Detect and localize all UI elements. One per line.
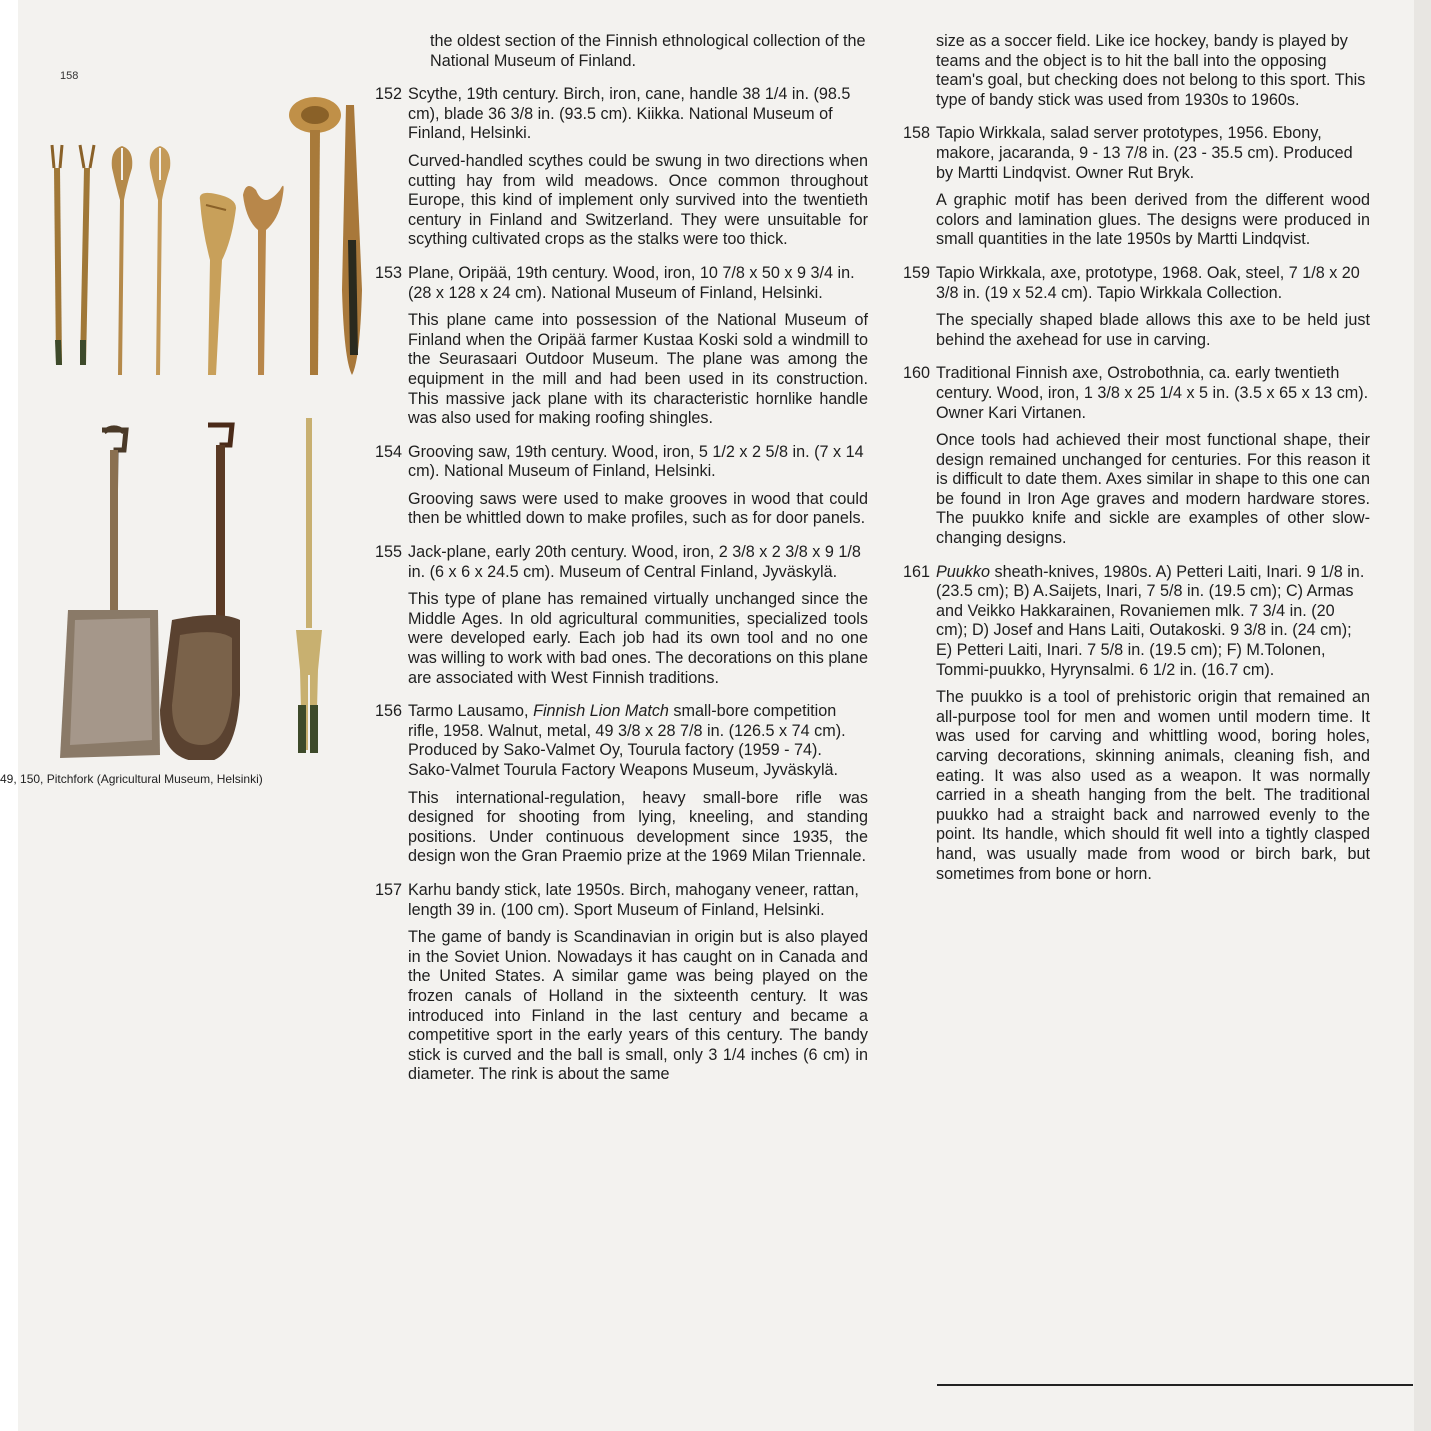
spades-and-pitchfork-image: [60, 418, 322, 760]
italic-title: Puukko: [936, 562, 990, 581]
entry-number: 161: [902, 562, 930, 581]
entry-heading: [354, 702, 868, 780]
entry-heading: Traditional Finnish axe, Ostrobothnia, ca. early twentieth century. Wood, iron, 1 3/8 x 25 1/4 x 5 in. (3.5 x 65 x 13 cm). Owner Kari Virtanen.: [936, 364, 1369, 422]
catalog-entry-161: [900, 563, 1370, 885]
entry-number: 152: [374, 85, 402, 104]
entry-description: The game of bandy is Scandinavian in origin but is also played in the Soviet Union. Nowadays it has caught on in Canada and the United States. A similar game was being played on the frozen canals of Holland in the sixteenth century. It was introduced into Finland in the last century and became a competitive sport in the early years of this century. The bandy stick is curved and the ball is small, only 3 1/4 inches (6 cm) in diameter. The rink is about the same: [408, 928, 868, 1084]
text-column-left: [354, 32, 868, 1099]
entry-number: 157: [374, 880, 402, 899]
tools-illustration: [40, 90, 385, 760]
entry-heading: Grooving saw, 19th century. Wood, iron, 5 1/2 x 2 5/8 in. (7 x 14 cm). National Museum of Finland, Helsinki.: [408, 442, 864, 481]
entry-description: Curved-handled scythes could be swung in two directions when cutting hay from wild meadows. Once common throughout Europe, this kind of implement only survived into the twentieth century in Finland and Switzerland. They were unsuitable for scything cultivated crops as the stalks were too thick.: [408, 151, 868, 249]
catalog-entry-152: [354, 85, 868, 250]
entry-description: A graphic motif has been derived from the different wood colors and lamination glues. The designs were produced in small quantities in the late 1950s by Martti Lindqvist.: [936, 191, 1370, 249]
entry-number: 153: [374, 263, 402, 282]
entry-description: Once tools had achieved their most functional shape, their design remained unchanged for centuries. For this reason it is difficult to date them. Axes similar in shape to this one can be found in Iron Age graves and modern hardware stores. The puukko knife and sickle are examples of other slow-changing designs.: [936, 431, 1370, 548]
entry-number: 158: [902, 124, 930, 143]
entry-number: 154: [374, 442, 402, 461]
catalog-entry-159: [900, 264, 1370, 350]
catalog-entry-157: [354, 881, 868, 1085]
catalog-entry-156: [354, 702, 868, 867]
text-column-right: [900, 32, 1370, 898]
entry-description: Grooving saws were used to make grooves in wood that could then be whittled down to make profiles, such as for door panels.: [408, 489, 868, 528]
entry-number: 159: [902, 263, 930, 282]
entry-description: This plane came into possession of the National Museum of Finland when the Oripää farmer Kustaa Koski sold a windmill to the Seurasaari Outdoor Museum. The plane was among the equipment in the mill and had been used in its construction. This massive jack plane with its characteristic hornlike handle was also used for making roofing shingles.: [408, 311, 868, 428]
entry-heading: Tapio Wirkkala, salad server prototypes, 1956. Ebony, makore, jacaranda, 9 - 13 7/8 in. (23 - 35.5 cm). Produced by Martti Lindqvist. Owner Rut Bryk.: [936, 124, 1353, 182]
heading-text: small-bore competition rifle, 1958. Walnut, metal, 49 3/8 x 28 7/8 in. (126.5 x 74 cm). Produced by Sako-Valmet Oy, Tourula factory (1959 - 74). Sako-Valmet Tourula Factory Weapons Museum, Jyväskylä.: [408, 702, 846, 779]
page-number: 158: [60, 70, 79, 82]
heading-text: Tarmo Lausamo,: [408, 702, 534, 721]
entry-heading: Scythe, 19th century. Birch, iron, cane, handle 38 1/4 in. (98.5 cm), blade 36 3/8 in. (93.5 cm). Kiikka. National Museum of Finland, Helsinki.: [408, 85, 851, 143]
heading-text: sheath-knives, 1980s. A) Petteri Laiti, Inari. 9 1/8 in. (23.5 cm); B) A.Saijets, Inari, 7 5/8 in. (19.5 cm); C) Armas and Veikko Hakkarainen, Rovaniemen mlk. 7 3/4 in. (20 cm); D) Josef and Hans Laiti, Outakoski. 9 3/8 in. (24 cm); E) Petteri Laiti, Inari. 7 5/8 in. (19.5 cm); F) M.Tolonen, Tommi-puukko, Hyrynsalmi. 6 1/2 in. (16.7 cm).: [936, 562, 1365, 679]
catalog-entry-153: [354, 264, 868, 429]
entry-number: 155: [374, 543, 402, 562]
entry-number: 160: [902, 364, 930, 383]
footer-rule: [937, 1384, 1413, 1386]
page-edge: [1414, 0, 1431, 1431]
catalog-entry-158: [900, 124, 1370, 250]
catalog-entry-160: [900, 364, 1370, 548]
figure-caption: 49, 150, Pitchfork (Agricultural Museum, Helsinki): [0, 772, 263, 786]
continued-paragraph: the oldest section of the Finnish ethnological collection of the National Museum of Finland.: [430, 32, 866, 70]
salad-servers-image: [52, 97, 362, 375]
entry-heading: Tapio Wirkkala, axe, prototype, 1968. Oak, steel, 7 1/8 x 20 3/8 in. (19 x 52.4 cm). Tapio Wirkkala Collection.: [936, 263, 1360, 302]
entry-description: This type of plane has remained virtually unchanged since the Middle Ages. In old agricultural communities, specialized tools were developed early. Each job had its own tool and no one was willing to work with bad ones. The decorations on this plane are associated with West Finnish traditions.: [408, 590, 868, 687]
entry-heading: [900, 563, 1370, 681]
entry-description: The puukko is a tool of prehistoric origin that remained an all-purpose tool for men and women until modern time. It was used for carving and whittling wood, boring holes, carving decorations, skinning animals, cleaning fish, and eating. It was also used as a weapon. It was normally carried in a sheath hanging from the belt. The traditional puukko had a straight back and narrowed evenly to the point. Its handle, which should fit well into a tightly clasped hand, was usually made from wood or birch bark, but sometimes from bone or horn.: [936, 688, 1370, 883]
entry-heading: Plane, Oripää, 19th century. Wood, iron, 10 7/8 x 50 x 9 3/4 in. (28 x 128 x 24 cm). National Museum of Finland, Helsinki.: [408, 263, 855, 302]
continued-paragraph: size as a soccer field. Like ice hockey, bandy is played by teams and the object is to hit the ball into the opposing team's goal, but checking does not belong to this sport. This type of bandy stick was used from 1930s to 1960s.: [936, 32, 1366, 109]
catalog-entry-155: [354, 543, 868, 688]
entry-heading: Jack-plane, early 20th century. Wood, iron, 2 3/8 x 2 3/8 x 9 1/8 in. (6 x 6 x 24.5 cm). Museum of Central Finland, Jyväskylä.: [408, 543, 861, 581]
catalog-entry-154: [354, 443, 868, 529]
entry-number: 156: [374, 702, 402, 721]
entry-description: This international-regulation, heavy small-bore rifle was designed for shooting from lying, kneeling, and standing positions. Under continuous development since 1935, the design won the Gran Praemio prize at the 1969 Milan Triennale.: [408, 788, 868, 866]
italic-title: Finnish Lion Match: [533, 702, 669, 721]
entry-description: The specially shaped blade allows this axe to be held just behind the axehead for use in carving.: [936, 311, 1370, 349]
entry-heading: Karhu bandy stick, late 1950s. Birch, mahogany veneer, rattan, length 39 in. (100 cm). Sport Museum of Finland, Helsinki.: [408, 880, 859, 919]
